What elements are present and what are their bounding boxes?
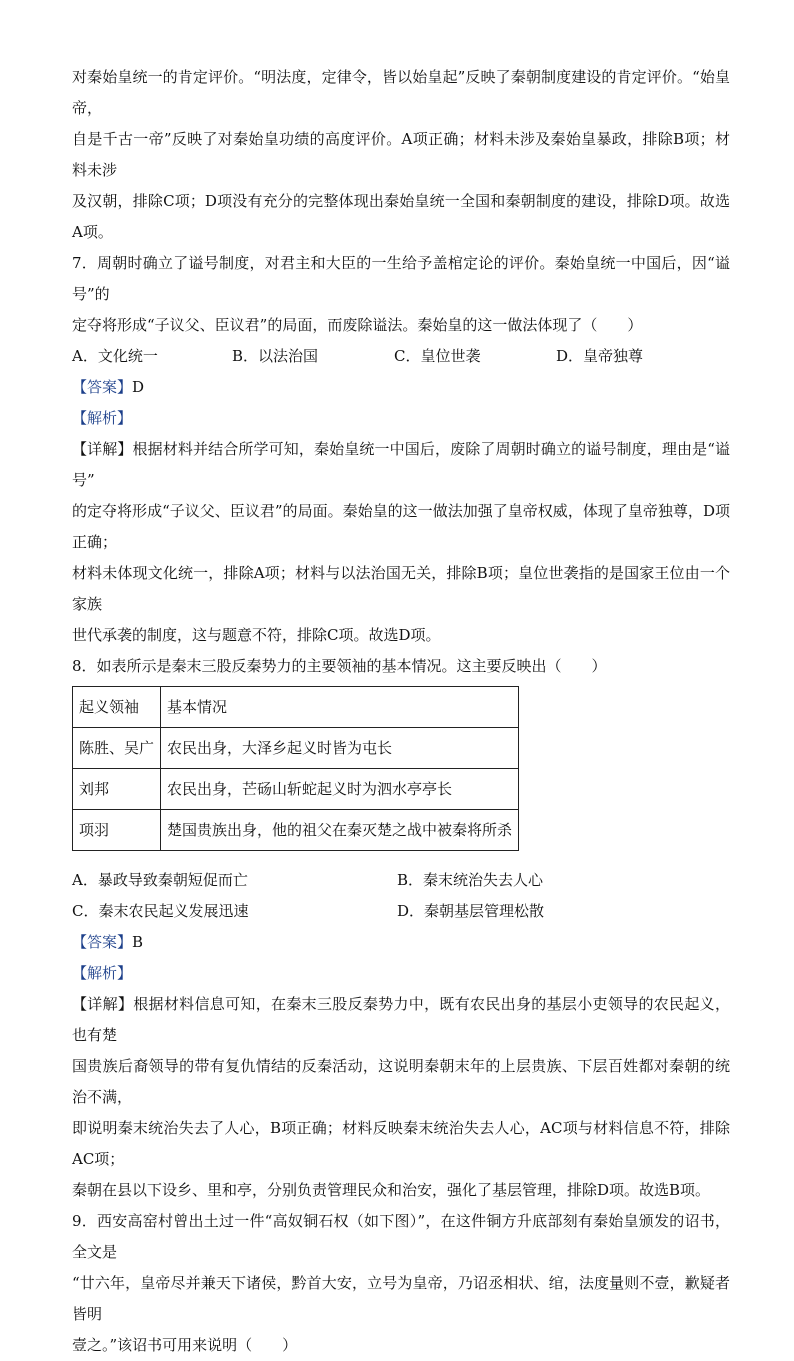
answer-value: B [132, 933, 144, 951]
table-cell: 楚国贵族出身，他的祖父在秦灭楚之战中被秦将所杀 [161, 810, 519, 851]
q7-option-b: B．以法治国 [232, 347, 319, 365]
document-page [72, 62, 730, 1361]
q8-options [72, 865, 730, 927]
q8-option-a: A．暴政导致秦朝短促而亡 [72, 871, 248, 889]
q8-option-c: C．秦末农民起义发展迅速 [72, 902, 249, 920]
q9-stem: 9．西安高窑村曾出土过一件“高奴铜石权（如下图）”，在这件铜方升底部刻有秦始皇颁发的诏书，全文是 “廿六年，皇帝尽并兼天下诸侯，黔首大安，立号为皇帝，乃诏丞相状、绾，法度量则不壹，歉疑者皆明 壹之。”该诏书可用来说明（ ） [72, 1212, 730, 1354]
answer-tag: 【答案】 [72, 378, 133, 396]
table-header-cell: 基本情况 [161, 687, 519, 728]
answer-tag: 【答案】 [72, 933, 133, 951]
q8-table [72, 686, 519, 851]
table-cell: 刘邦 [73, 769, 161, 810]
q8-detail: 【详解】根据材料信息可知，在秦末三股反秦势力中，既有农民出身的基层小吏领导的农民起义，也有楚 国贵族后裔领导的带有复仇情结的反秦活动，这说明秦朝末年的上层贵族、下层百姓都对秦朝的统治不满， 即说明秦末统治失去了人心，B项正确；材料反映秦末统治失去人心，AC项与材料信息不符，排除AC项； 秦朝在县以下设乡、里和亭，分别负责管理民众和治安，强化了基层管理，排除D项。故选B项。 [72, 995, 730, 1199]
q7-option-a: A．文化统一 [72, 347, 158, 365]
q7-option-c: C．皇位世袭 [394, 347, 481, 365]
table-cell: 陈胜、吴广 [73, 728, 161, 769]
q8-answer [72, 927, 730, 958]
table-header-row [73, 687, 519, 728]
q8-option-d: D．秦朝基层管理松散 [397, 902, 545, 920]
intro-paragraph: 对秦始皇统一的肯定评价。“明法度，定律令，皆以始皇起”反映了秦朝制度建设的肯定评价。“始皇帝， 自是千古一帝”反映了对秦始皇功绩的高度评价。A项正确；材料未涉及秦始皇暴政，排除B项；材料未涉 及汉朝，排除C项；D项没有充分的完整体现出秦始皇统一全国和秦朝制度的建设，排除D项。故选A项。 [72, 68, 730, 241]
q7-option-d: D．皇帝独尊 [556, 347, 644, 365]
answer-value: D [132, 378, 145, 396]
table-row [73, 728, 519, 769]
table-row [73, 769, 519, 810]
table-row [73, 810, 519, 851]
q7-stem: 7．周朝时确立了谥号制度，对君主和大臣的一生给予盖棺定论的评价。秦始皇统一中国后，因“谥号”的 定夺将形成“子议父、臣议君”的局面，而废除谥法。秦始皇的这一做法体现了（ ） [72, 254, 730, 334]
q8-option-b: B．秦末统治失去人心 [397, 871, 544, 889]
q8-stem: 8．如表所示是秦末三股反秦势力的主要领袖的基本情况。这主要反映出（ ） [72, 657, 607, 675]
table-cell: 农民出身，大泽乡起义时皆为屯长 [161, 728, 519, 769]
table-cell: 项羽 [73, 810, 161, 851]
table-header-cell: 起义领袖 [73, 687, 161, 728]
q7-detail: 【详解】根据材料并结合所学可知，秦始皇统一中国后，废除了周朝时确立的谥号制度，理由是“谥号” 的定夺将形成“子议父、臣议君”的局面。秦始皇的这一做法加强了皇帝权威，体现了皇帝独尊，D项正确； 材料未体现文化统一，排除A项；材料与以法治国无关，排除B项；皇位世袭指的是国家王位由一个家族 世代承袭的制度，这与题意不符，排除C项。故选D项。 [72, 440, 730, 644]
q7-answer [72, 372, 730, 403]
q8-analysis-tag: 【解析】 [72, 964, 133, 982]
q7-analysis-tag: 【解析】 [72, 409, 133, 427]
table-cell: 农民出身，芒砀山斩蛇起义时为泗水亭亭长 [161, 769, 519, 810]
q7-options [72, 341, 730, 372]
